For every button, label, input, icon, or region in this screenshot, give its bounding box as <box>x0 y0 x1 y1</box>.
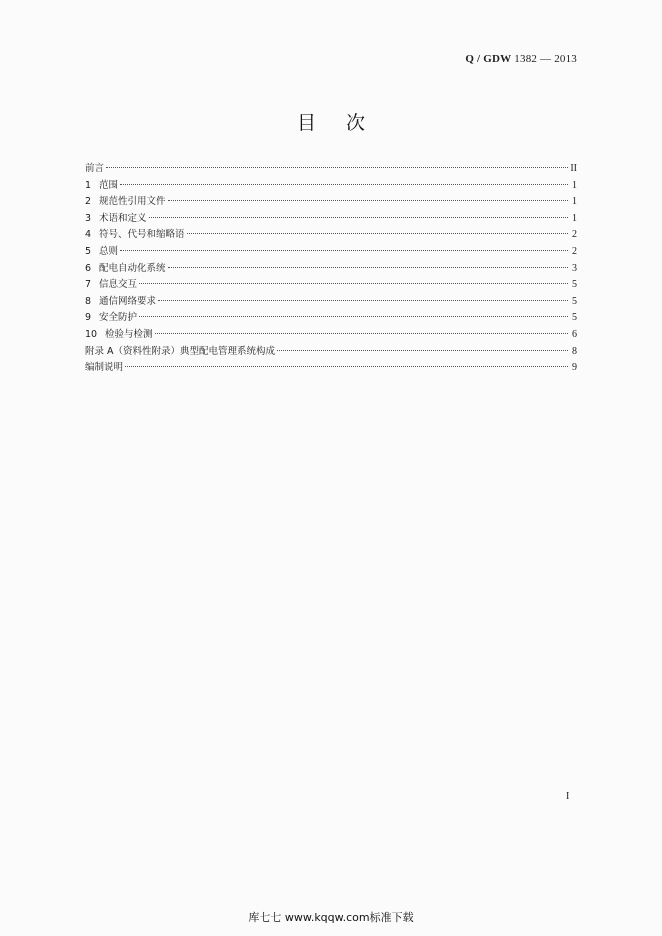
toc-entry-number: 9 <box>85 312 92 324</box>
toc-entry-page: 6 <box>572 328 577 340</box>
toc-entry[interactable] <box>85 294 577 311</box>
toc-entry-page: 1 <box>572 196 577 208</box>
toc-dot-leader <box>155 333 568 334</box>
toc-entry-number: 8 <box>85 295 92 307</box>
toc-entry-label: 总则 <box>99 245 119 257</box>
toc-entry-label: 规范性引用文件 <box>99 196 166 208</box>
toc-entry-number: 6 <box>85 262 92 274</box>
toc-dot-leader <box>168 267 568 268</box>
toc-entry[interactable] <box>85 310 577 327</box>
toc-dot-leader <box>139 283 568 284</box>
toc-entry-label: 通信网络要求 <box>99 295 157 307</box>
toc-entry-page: 3 <box>572 262 577 274</box>
toc-entry-page: 5 <box>572 279 577 291</box>
toc-dot-leader <box>125 366 568 367</box>
toc-entry[interactable] <box>85 244 577 261</box>
toc-entry-number: 5 <box>85 245 92 257</box>
toc-entry-label: 前言 <box>85 163 105 174</box>
toc-entry-label: 附录 A（资料性附录）典型配电管理系统构成 <box>85 345 276 357</box>
toc-dot-leader <box>106 167 568 168</box>
standard-code-prefix: Q / GDW <box>465 53 512 65</box>
toc-entry-page: 5 <box>572 312 577 324</box>
toc-entry-label: 符号、代号和缩略语 <box>99 229 185 241</box>
toc-dot-leader <box>158 300 568 301</box>
toc-entry-number: 2 <box>85 196 92 208</box>
page-number: I <box>566 791 570 802</box>
toc-entry-page: 1 <box>572 212 577 224</box>
toc-entry-label: 范围 <box>99 179 119 191</box>
table-of-contents <box>85 161 577 377</box>
toc-entry-page: 8 <box>572 345 577 357</box>
toc-entry[interactable] <box>85 161 577 178</box>
toc-entry-number: 7 <box>85 279 92 291</box>
toc-entry-label: 信息交互 <box>99 279 138 291</box>
toc-entry[interactable] <box>85 227 577 244</box>
toc-dot-leader <box>149 217 568 218</box>
toc-entry-page: II <box>570 163 577 174</box>
toc-dot-leader <box>139 316 568 317</box>
toc-entry-label: 编制说明 <box>85 362 124 374</box>
toc-entry-page: 9 <box>572 362 577 374</box>
standard-code <box>465 53 577 65</box>
toc-entry[interactable] <box>85 194 577 211</box>
toc-entry-number: 1 <box>85 179 92 191</box>
toc-entry-page: 1 <box>572 179 577 191</box>
toc-entry-page: 2 <box>572 245 577 257</box>
footer-watermark[interactable]: 库七七 www.kqqw.com标准下载 <box>248 911 414 924</box>
toc-entry-page: 5 <box>572 295 577 307</box>
page-title: 目次 <box>296 112 395 134</box>
toc-entry-label: 检验与检测 <box>105 328 153 340</box>
toc-entry[interactable] <box>85 360 577 377</box>
toc-entry-label: 配电自动化系统 <box>99 262 166 274</box>
toc-entry[interactable] <box>85 211 577 228</box>
toc-entry-number: 10 <box>85 328 98 340</box>
toc-dot-leader <box>187 233 568 234</box>
toc-dot-leader <box>120 250 568 251</box>
toc-dot-leader <box>168 200 568 201</box>
standard-code-number: 1382 — 2013 <box>511 53 577 65</box>
toc-entry[interactable] <box>85 277 577 294</box>
toc-entry[interactable] <box>85 178 577 195</box>
toc-entry-label: 安全防护 <box>99 312 138 324</box>
toc-entry[interactable] <box>85 327 577 344</box>
toc-entry-number: 3 <box>85 212 92 224</box>
toc-entry-label: 术语和定义 <box>99 212 147 224</box>
toc-entry[interactable] <box>85 261 577 278</box>
toc-entry-number: 4 <box>85 229 92 241</box>
toc-dot-leader <box>120 184 568 185</box>
toc-entry[interactable] <box>85 344 577 361</box>
toc-entry-page: 2 <box>572 229 577 241</box>
toc-dot-leader <box>277 350 568 351</box>
